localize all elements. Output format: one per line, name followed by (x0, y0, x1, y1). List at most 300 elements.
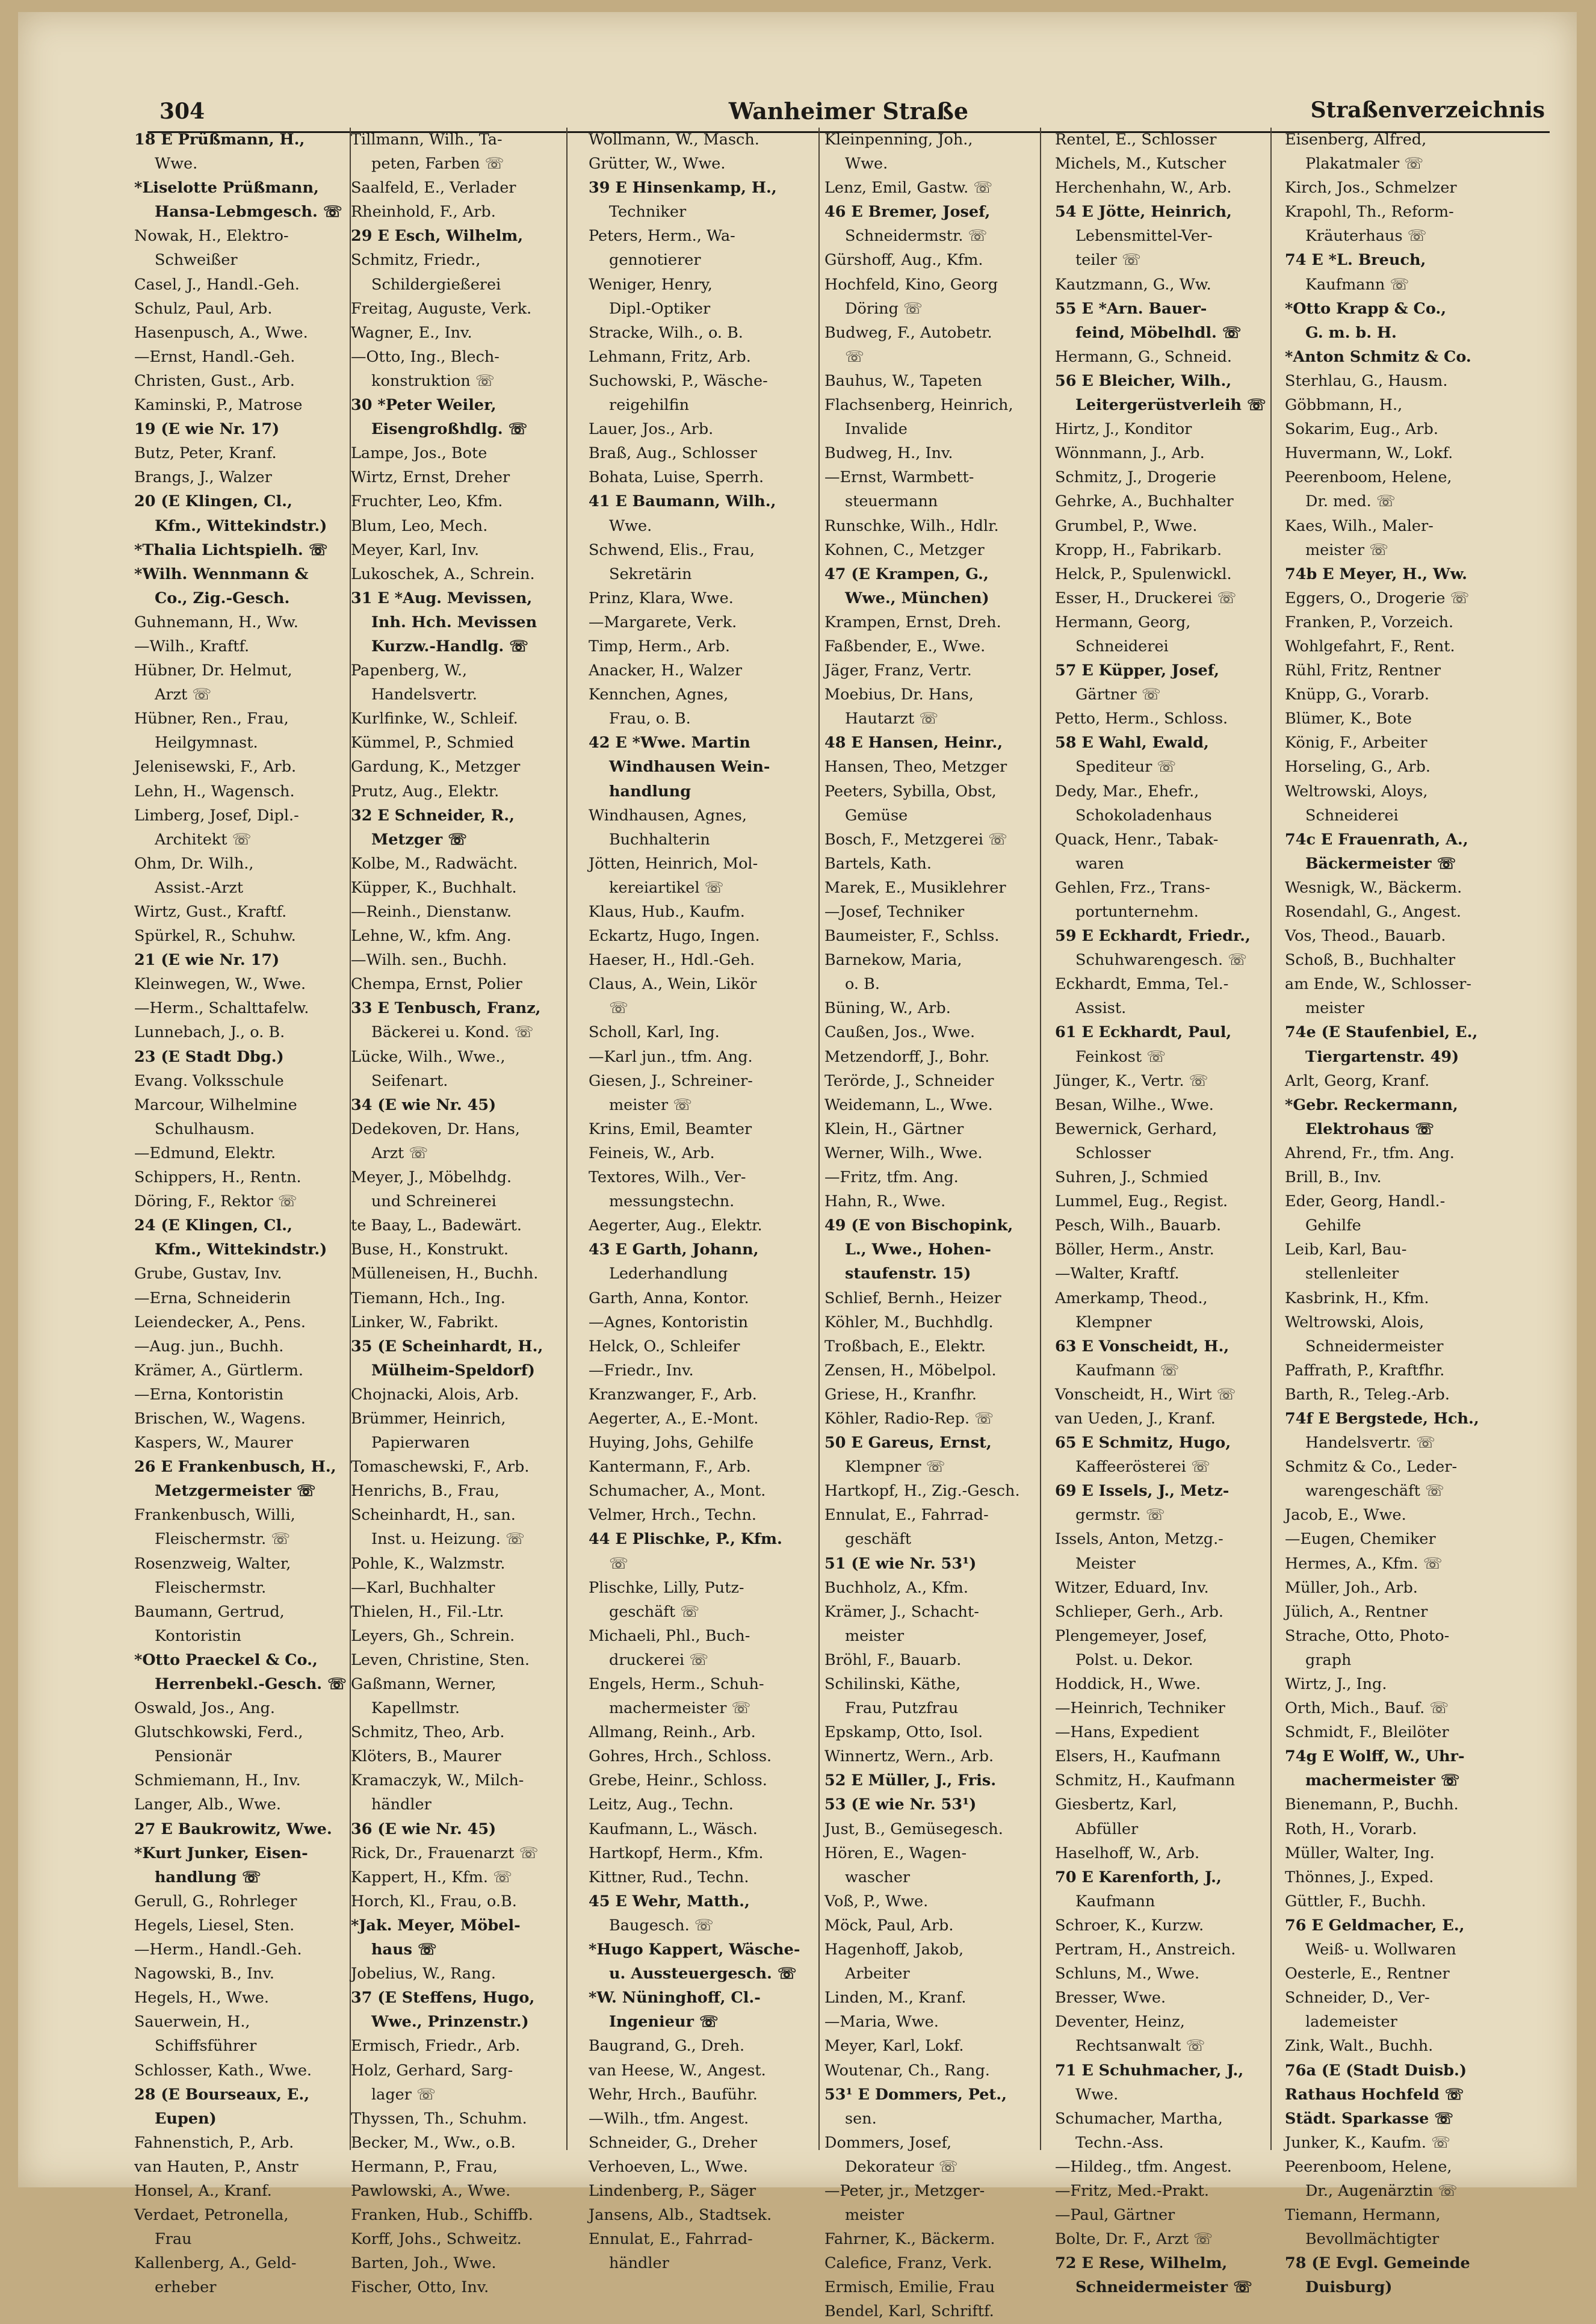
directory-entry-line: Scholl, Karl, Ing. (589, 1023, 720, 1042)
directory-entry-line: Marek, E., Musiklehrer (824, 878, 1006, 897)
directory-entry-line: Kontoristin (155, 1626, 241, 1645)
directory-entry-line: —Heinrich, Techniker (1055, 1699, 1225, 1718)
directory-entry-line: Kleinwegen, W., Wwe. (134, 975, 306, 994)
directory-entry-line: Schmitz, H., Kaufmann (1055, 1771, 1236, 1790)
directory-entry-line: Engels, Herm., Schuh- (589, 1675, 764, 1693)
directory-entry-line: 76 E Geldmacher, E., (1285, 1916, 1465, 1935)
directory-entry-line: geschäft (845, 1530, 912, 1549)
directory-entry-line: meister (845, 1626, 905, 1645)
directory-entry-line: van Hauten, P., Anstr (134, 2157, 298, 2176)
directory-entry-line: Grütter, W., Wwe. (589, 155, 726, 173)
directory-entry-line: meister ☏ (1305, 541, 1389, 559)
directory-entry-line: —Ernst, Handl.-Geh. (134, 347, 295, 366)
directory-entry-line: Handelsvertr. ☏ (1305, 1434, 1435, 1452)
directory-entry-line: am Ende, W., Schlosser- (1285, 975, 1471, 994)
directory-entry-line: Mülheim-Speldorf) (371, 1361, 535, 1380)
directory-entry-line: 42 E *Wwe. Martin (589, 734, 750, 752)
directory-entry-line: Kaes, Wilh., Maler- (1285, 516, 1434, 535)
directory-entry-line: Schiffsführer (155, 2037, 257, 2056)
directory-entry-line: *Hugo Kappert, Wäsche- (589, 1941, 800, 1959)
directory-entry-line: Peeters, Sybilla, Obst, (824, 782, 997, 801)
directory-entry-line: kereiartikel ☏ (609, 878, 724, 897)
directory-entry-line: Wwe. (845, 155, 888, 173)
directory-entry-line: Hahn, R., Wwe. (824, 1192, 946, 1211)
directory-entry-line: Jansens, Alb., Stadtsek. (589, 2206, 772, 2225)
directory-entry-line: Schoß, B., Buchhalter (1285, 951, 1456, 970)
directory-entry-line: Calefice, Franz, Verk. (824, 2254, 992, 2273)
directory-entry-line: Wwe., Prinzenstr.) (371, 2013, 529, 2031)
directory-entry-line: Klaus, Hub., Kaufm. (589, 903, 745, 921)
page-number: 304 (159, 99, 205, 124)
directory-entry-line: Kaspers, W., Maurer (134, 1434, 293, 1452)
column-6 (1280, 128, 1533, 2297)
directory-entry-line: Barth, R., Teleg.-Arb. (1285, 1385, 1450, 1404)
directory-entry-line: Wagner, E., Inv. (351, 323, 472, 342)
directory-entry-line: Horch, Kl., Frau, o.B. (351, 1892, 517, 1910)
directory-entry-line: Lederhandlung (609, 1265, 728, 1283)
directory-entry-line: —Otto, Ing., Blech- (351, 347, 500, 366)
directory-entry-line: Kaufmann ☏ (1075, 1361, 1180, 1380)
directory-entry-line: Fischer, Otto, Inv. (351, 2278, 489, 2297)
directory-entry-line: —Paul, Gärtner (1055, 2206, 1175, 2225)
directory-entry-line: Frau, Putzfrau (845, 1699, 959, 1718)
directory-entry-line: Wönnmann, J., Arb. (1055, 444, 1205, 463)
directory-entry-line: Polst. u. Dekor. (1075, 1650, 1193, 1669)
directory-entry-line: Bröhl, F., Bauarb. (824, 1650, 962, 1669)
directory-entry-line: Grebe, Heinr., Schloss. (589, 1771, 767, 1790)
directory-entry-line: teiler ☏ (1075, 251, 1141, 270)
directory-entry-line: Velmer, Hrch., Techn. (589, 1506, 756, 1525)
directory-entry-line: 45 E Wehr, Matth., (589, 1892, 750, 1910)
directory-entry-line: 72 E Rese, Wilhelm, (1055, 2254, 1228, 2273)
directory-entry-line: Kranzwanger, F., Arb. (589, 1385, 757, 1404)
directory-entry-line: Peters, Herm., Wa- (589, 227, 735, 246)
directory-entry-line: 24 (E Klingen, Cl., (134, 1216, 292, 1235)
directory-entry-line: Verdaet, Petronella, (134, 2206, 289, 2225)
directory-entry-line: —Karl jun., tfm. Ang. (589, 1047, 753, 1066)
directory-entry-line: Terörde, J., Schneider (824, 1071, 994, 1090)
directory-entry-line: Knüpp, G., Vorarb. (1285, 686, 1429, 704)
directory-entry-line: Schneider, G., Dreher (589, 2133, 758, 2152)
directory-entry-line: Roth, H., Vorarb. (1285, 1820, 1417, 1838)
directory-entry-line: Plengemeyer, Josef, (1055, 1626, 1207, 1645)
directory-entry-line: Fahrner, K., Bäckerm. (824, 2230, 995, 2249)
directory-entry-line: meister (1305, 999, 1365, 1018)
directory-entry-line: Rathaus Hochfeld ☏ (1285, 2085, 1464, 2104)
directory-entry-line: Kurlfinke, W., Schleif. (351, 710, 518, 728)
directory-entry-line: 70 E Karenforth, J., (1055, 1868, 1222, 1886)
directory-entry-line: Meyer, Karl, Lokf. (824, 2037, 964, 2056)
directory-entry-line: steuermann (845, 492, 938, 511)
directory-entry-line: 49 (E von Bischopink, (824, 1216, 1013, 1235)
directory-entry-line: Döring ☏ (845, 299, 923, 318)
directory-entry-line: Wwe. (609, 516, 652, 535)
directory-entry-line: —Karl, Buchhalter (351, 1578, 495, 1597)
directory-entry-line: Michaeli, Phl., Buch- (589, 1626, 750, 1645)
directory-entry-line: Kfm., Wittekindstr.) (155, 1241, 327, 1259)
directory-entry-line: Sokarim, Eug., Arb. (1285, 420, 1438, 439)
directory-entry-line: Haselhoff, W., Arb. (1055, 1844, 1200, 1862)
directory-entry-line: Büning, W., Arb. (824, 999, 951, 1018)
directory-entry-line: druckerei ☏ (609, 1650, 709, 1669)
directory-entry-line: Lücke, Wilh., Wwe., (351, 1047, 506, 1066)
directory-entry-line: Kümmel, P., Schmied (351, 734, 514, 752)
directory-entry-line: 44 E Plischke, P., Kfm. (589, 1530, 782, 1549)
column-1 (129, 128, 351, 2297)
directory-entry-line: Klempner ☏ (845, 1458, 945, 1477)
directory-entry-line: Franken, Hub., Schiffb. (351, 2206, 533, 2225)
directory-entry-line: 56 E Bleicher, Wilh., (1055, 371, 1232, 390)
directory-entry-line: Petto, Herm., Schloss. (1055, 710, 1228, 728)
directory-entry-line: Buse, H., Konstrukt. (351, 1241, 509, 1259)
directory-entry-line: 30 *Peter Weiler, (351, 396, 496, 415)
directory-entry-line: händler (609, 2254, 669, 2273)
directory-entry-line: Kasbrink, H., Kfm. (1285, 1289, 1429, 1307)
directory-entry-line: 29 E Esch, Wilhelm, (351, 227, 524, 246)
directory-entry-line: händler (371, 1796, 431, 1814)
directory-entry-line: ☏ (845, 347, 864, 366)
directory-entry-line: Kantermann, F., Arb. (589, 1458, 751, 1477)
directory-entry-line: Gehilfe (1305, 1216, 1361, 1235)
directory-entry-line: Bienemann, P., Buchh. (1285, 1796, 1459, 1814)
directory-entry-line: *Otto Praeckel & Co., (134, 1650, 318, 1669)
directory-entry-line: 20 (E Klingen, Cl., (134, 492, 292, 511)
directory-entry-line: Linker, W., Fabrikt. (351, 1313, 499, 1331)
directory-entry-line: 47 (E Krampen, G., (824, 565, 989, 583)
directory-entry-line: Becker, M., Ww., o.B. (351, 2133, 516, 2152)
directory-entry-line: Hermann, P., Frau, (351, 2157, 498, 2176)
directory-entry-line: Quack, Henr., Tabak- (1055, 830, 1219, 849)
directory-entry-line: Saalfeld, E., Verlader (351, 179, 516, 197)
directory-entry-line: Troßbach, E., Elektr. (824, 1337, 986, 1356)
directory-entry-line: Allmang, Reinh., Arb. (589, 1723, 756, 1742)
directory-entry-line: Rosendahl, G., Angest. (1285, 903, 1461, 921)
directory-entry-line: 74b E Meyer, H., Ww. (1285, 565, 1467, 583)
directory-entry-line: Bevollmächtigter (1305, 2230, 1440, 2249)
directory-entry-line: Hermann, G., Schneid. (1055, 347, 1233, 366)
directory-entry-line: erheber (155, 2278, 217, 2297)
directory-entry-line: 23 (E Stadt Dbg.) (134, 1047, 284, 1066)
directory-entry-line: Voß, P., Wwe. (824, 1892, 929, 1910)
directory-entry-line: Köhler, Radio-Rep. ☏ (824, 1409, 994, 1428)
directory-entry-line: Meister (1075, 1554, 1136, 1573)
directory-entry-line: Strache, Otto, Photo- (1285, 1626, 1450, 1645)
directory-entry-line: Eisenberg, Alfred, (1285, 131, 1427, 149)
directory-entry-line: Issels, Anton, Metzg.- (1055, 1530, 1223, 1549)
directory-entry-line: Prinz, Klara, Wwe. (589, 589, 734, 607)
directory-entry-line: Scheinhardt, H., san. (351, 1506, 516, 1525)
directory-entry-line: Korff, Johs., Schweitz. (351, 2230, 522, 2249)
directory-entry-line: Helck, P., Spulenwickl. (1055, 565, 1232, 583)
directory-entry-line: Handelsvertr. (371, 686, 477, 704)
directory-entry-line: Evang. Volksschule (134, 1071, 284, 1090)
directory-entry-line: Nowak, H., Elektro- (134, 227, 289, 246)
directory-entry-line: Hartkopf, Herm., Kfm. (589, 1844, 764, 1862)
directory-entry-line: Wirtz, Ernst, Dreher (351, 468, 510, 487)
directory-entry-line: Windhausen, Agnes, (589, 806, 747, 825)
directory-entry-line: Thyssen, Th., Schuhm. (351, 2109, 527, 2128)
directory-entry-line: Langer, Alb., Wwe. (134, 1796, 282, 1814)
directory-entry-line: 26 E Frankenbusch, H., (134, 1458, 336, 1477)
directory-entry-line: Weltrowski, Alois, (1285, 1313, 1424, 1331)
directory-entry-line: —Reinh., Dienstanw. (351, 903, 512, 921)
directory-entry-line: Oesterle, E., Rentner (1285, 1965, 1450, 1983)
directory-entry-line: Rühl, Fritz, Rentner (1285, 662, 1441, 680)
directory-entry-line: Ingenieur ☏ (609, 2013, 719, 2031)
directory-entry-line: Lauer, Jos., Arb. (589, 420, 714, 439)
directory-entry-line: Marcour, Wilhelmine (134, 1095, 297, 1114)
directory-entry-line: Dommers, Josef, (824, 2133, 952, 2152)
directory-entry-line: Schneiderei (1075, 637, 1169, 655)
directory-entry-line: Brangs, J., Walzer (134, 468, 272, 487)
column-5 (1050, 128, 1272, 2297)
directory-entry-line: Chojnacki, Alois, Arb. (351, 1385, 519, 1404)
column-3 (584, 128, 820, 2273)
directory-entry-line: Elsers, H., Kaufmann (1055, 1747, 1221, 1766)
directory-entry-line: Papierwaren (371, 1434, 470, 1452)
directory-entry-line: graph (1305, 1650, 1352, 1669)
directory-entry-line: Besan, Wilhe., Wwe. (1055, 1095, 1214, 1114)
directory-entry-line: Heilgymnast. (155, 734, 258, 752)
directory-entry-line: Eder, Georg, Handl.- (1285, 1192, 1446, 1211)
directory-entry-line: Esser, H., Druckerei ☏ (1055, 589, 1237, 607)
directory-entry-line: Hansa-Lebmgesch. ☏ (155, 203, 342, 222)
directory-entry-line: Inst. u. Heizung. ☏ (371, 1530, 525, 1549)
directory-entry-line: *Wilh. Wennmann & (134, 565, 309, 583)
directory-entry-line: Vonscheidt, H., Wirt ☏ (1055, 1385, 1236, 1404)
directory-entry-line: Krämer, A., Gürtlerm. (134, 1361, 303, 1380)
directory-entry-line: Hagenhoff, Jakob, (824, 1941, 964, 1959)
directory-entry-line: Sekretärin (609, 565, 692, 583)
directory-entry-line: Jobelius, W., Rang. (351, 1965, 496, 1983)
directory-entry-line: machermeister ☏ (1305, 1771, 1460, 1790)
directory-entry-line: Gardung, K., Metzger (351, 758, 521, 776)
directory-entry-line: messungstechn. (609, 1192, 735, 1211)
directory-entry-line: —Peter, jr., Metzger- (824, 2181, 985, 2200)
directory-entry-line: Arzt ☏ (155, 686, 212, 704)
directory-entry-line: Spürkel, R., Schuhw. (134, 927, 296, 946)
directory-entry-line: 61 E Eckhardt, Paul, (1055, 1023, 1232, 1042)
directory-entry-line: Jötten, Heinrich, Mol- (589, 854, 758, 873)
directory-entry-line: Kräuterhaus ☏ (1305, 227, 1427, 246)
directory-entry-line: Lunnebach, J., o. B. (134, 1023, 285, 1042)
directory-entry-line: staufenstr. 15) (845, 1265, 971, 1283)
directory-entry-line: Rentel, E., Schlosser (1055, 131, 1217, 149)
directory-entry-line: Lehn, H., Wagensch. (134, 782, 295, 801)
directory-entry-line: Flachsenberg, Heinrich, (824, 396, 1013, 415)
directory-entry-line: Jelenisewski, F., Arb. (134, 758, 297, 776)
directory-entry-line: Lukoschek, A., Schrein. (351, 565, 535, 583)
directory-entry-line: 53 (E wie Nr. 53¹) (824, 1796, 977, 1814)
directory-entry-line: Schmidt, F., Bleilöter (1285, 1723, 1449, 1742)
directory-entry-line: 59 E Eckhardt, Friedr., (1055, 927, 1251, 946)
directory-entry-line: *Thalia Lichtspielh. ☏ (134, 541, 328, 559)
directory-entry-line: Invalide (845, 420, 908, 439)
directory-entry-line: Schlosser, Kath., Wwe. (134, 2061, 312, 2080)
directory-entry-line: Blum, Leo, Mech. (351, 516, 488, 535)
directory-entry-line: 63 E Vonscheidt, H., (1055, 1337, 1229, 1356)
directory-entry-line: Lindenberg, P., Säger (589, 2181, 756, 2200)
directory-entry-line: Weidemann, L., Wwe. (824, 1095, 993, 1114)
directory-entry-line: Grumbel, P., Wwe. (1055, 516, 1198, 535)
directory-entry-line: Ohm, Dr. Wilh., (134, 854, 254, 873)
directory-entry-line: Schmitz, Friedr., (351, 251, 481, 270)
directory-entry-line: 36 (E wie Nr. 45) (351, 1820, 496, 1838)
directory-entry-line: Honsel, A., Kranf. (134, 2181, 272, 2200)
directory-entry-line: Eckartz, Hugo, Ingen. (589, 927, 760, 946)
directory-entry-line: König, F., Arbeiter (1285, 734, 1427, 752)
directory-entry-line: 34 (E wie Nr. 45) (351, 1095, 496, 1114)
directory-entry-line: Kittner, Rud., Techn. (589, 1868, 749, 1886)
directory-entry-line: Huying, Johs, Gehilfe (589, 1434, 754, 1452)
directory-entry-line: Krämer, J., Schacht- (824, 1602, 979, 1621)
directory-entry-line: Tomaschewski, F., Arb. (351, 1458, 530, 1477)
directory-entry-line: Lehmann, Fritz, Arb. (589, 347, 751, 366)
directory-entry-line: Suhren, J., Schmied (1055, 1168, 1208, 1187)
directory-entry-line: Hübner, Ren., Frau, (134, 710, 289, 728)
directory-entry-line: Junker, K., Kaufm. ☏ (1285, 2133, 1450, 2152)
directory-entry-line: Kennchen, Agnes, (589, 686, 729, 704)
directory-entry-line: —Erna, Kontoristin (134, 1385, 284, 1404)
directory-entry-line: Suchowski, P., Wäsche- (589, 371, 768, 390)
column-4 (820, 128, 1041, 2321)
directory-entry-line: Leiendecker, A., Pens. (134, 1313, 306, 1331)
directory-entry-line: Caußen, Jos., Wwe. (824, 1023, 976, 1042)
directory-entry-line: Aegerter, A., E.-Mont. (589, 1409, 759, 1428)
directory-entry-line: Hermes, A., Kfm. ☏ (1285, 1554, 1443, 1573)
directory-entry-line: 37 (E Steffens, Hugo, (351, 1989, 535, 2007)
directory-entry-line: Köhler, M., Buchhdlg. (824, 1313, 994, 1331)
directory-entry-line: Rosenzweig, Walter, (134, 1554, 291, 1573)
directory-entry-line: Bresser, Wwe. (1055, 1989, 1166, 2007)
directory-entry-line: Weltrowski, Aloys, (1285, 782, 1428, 801)
directory-entry-line: Plischke, Lilly, Putz- (589, 1578, 744, 1597)
directory-entry-line: Ennulat, E., Fahrrad- (589, 2230, 753, 2249)
directory-entry-line: Hautarzt ☏ (845, 710, 939, 728)
directory-entry-line: Dedy, Mar., Ehefr., (1055, 782, 1199, 801)
directory-entry-line: Thönnes, J., Exped. (1285, 1868, 1434, 1886)
directory-entry-line: —Erna, Schneiderin (134, 1289, 291, 1307)
directory-entry-line: Bartels, Kath. (824, 854, 932, 873)
directory-entry-line: 46 E Bremer, Josef, (824, 203, 991, 222)
directory-entry-line: Winnertz, Wern., Arb. (824, 1747, 994, 1766)
directory-entry-line: Metzger ☏ (371, 830, 467, 849)
directory-entry-line: Böller, Herm., Anstr. (1055, 1241, 1214, 1259)
directory-entry-line: 76a (E (Stadt Duisb.) (1285, 2061, 1467, 2080)
directory-entry-line: Lebensmittel-Ver- (1075, 227, 1213, 246)
directory-entry-line: Jülich, A., Rentner (1285, 1602, 1428, 1621)
directory-entry-line: Schlief, Bernh., Heizer (824, 1289, 1001, 1307)
directory-entry-line: Peerenboom, Helene, (1285, 468, 1452, 487)
directory-entry-line: Zensen, H., Möbelpol. (824, 1361, 997, 1380)
directory-entry-line: Arbeiter (845, 1965, 910, 1983)
directory-entry-line: Frankenbusch, Willi, (134, 1506, 295, 1525)
directory-entry-line: Kleinpenning, Joh., (824, 131, 973, 149)
directory-entry-line: Hübner, Dr. Helmut, (134, 662, 292, 680)
directory-entry-line: 74c E Frauenrath, A., (1285, 830, 1468, 849)
directory-entry-line: —Hildeg., tfm. Angest. (1055, 2157, 1232, 2176)
directory-entry-line: Gürshoff, Aug., Kfm. (824, 251, 983, 270)
directory-entry-line: Rechtsanwalt ☏ (1075, 2037, 1205, 2056)
section-title: Straßenverzeichnis (1310, 98, 1545, 123)
directory-entry-line: konstruktion ☏ (371, 371, 495, 390)
directory-entry-line: Assist.-Arzt (155, 878, 244, 897)
directory-entry-line: —Friedr., Inv. (589, 1361, 694, 1380)
directory-entry-line: *Gebr. Reckermann, (1285, 1095, 1458, 1114)
directory-entry-line: Budweg, F., Autobetr. (824, 323, 992, 342)
directory-entry-line: Leitergerüstverleih ☏ (1075, 396, 1266, 415)
directory-entry-line: Schlieper, Gerh., Arb. (1055, 1602, 1224, 1621)
directory-entry-line: Jacob, E., Wwe. (1285, 1506, 1406, 1525)
directory-entry-line: 74e (E Staufenbiel, E., (1285, 1023, 1478, 1042)
directory-entry-line: Limberg, Josef, Dipl.- (134, 806, 299, 825)
directory-entry-line: Kramaczyk, W., Milch- (351, 1771, 524, 1790)
directory-entry-line: Duisburg) (1305, 2278, 1393, 2297)
directory-entry-line: Leib, Karl, Bau- (1285, 1241, 1407, 1259)
directory-entry-line: Griese, H., Kranfhr. (824, 1385, 977, 1404)
directory-entry-line: Schmiemann, H., Inv. (134, 1771, 301, 1790)
directory-entry-line: Bendel, Karl, Schriftf. (824, 2302, 994, 2321)
directory-entry-line: Witzer, Eduard, Inv. (1055, 1578, 1209, 1597)
directory-entry-line: Baugrand, G., Dreh. (589, 2037, 745, 2056)
directory-entry-line: Krins, Emil, Beamter (589, 1120, 752, 1138)
directory-entry-line: Meyer, Karl, Inv. (351, 541, 480, 559)
directory-entry-line: Chempa, Ernst, Polier (351, 975, 522, 994)
directory-entry-line: Tillmann, Wilh., Ta- (351, 131, 503, 149)
directory-entry-line: Vos, Theod., Bauarb. (1285, 927, 1446, 946)
directory-entry-line: Pensionär (155, 1747, 232, 1766)
directory-entry-line: 39 E Hinsenkamp, H., (589, 179, 777, 197)
directory-entry-line: *Jak. Meyer, Möbel- (351, 1916, 521, 1935)
directory-entry-line: —Herm., Schalttafelw. (134, 999, 309, 1018)
directory-entry-line: Wollmann, W., Masch. (589, 131, 759, 149)
directory-entry-line: Lehne, W., kfm. Ang. (351, 927, 512, 946)
directory-entry-line: 51 (E wie Nr. 53¹) (824, 1554, 977, 1573)
directory-entry-line: Schulz, Paul, Arb. (134, 299, 273, 318)
directory-entry-line: meister (845, 2206, 905, 2225)
directory-entry-line: Hochfeld, Kino, Georg (824, 275, 998, 294)
directory-entry-line: Arzt ☏ (371, 1144, 428, 1162)
directory-entry-line: Hegels, H., Wwe. (134, 1989, 269, 2007)
directory-entry-line: —Ernst, Warmbett- (824, 468, 974, 487)
directory-entry-line: Schmitz & Co., Leder- (1285, 1458, 1458, 1477)
directory-entry-line: Giesen, J., Schreiner- (589, 1071, 753, 1090)
directory-entry-line: Ermisch, Emilie, Frau (824, 2278, 995, 2297)
directory-entry-line: —Eugen, Chemiker (1285, 1530, 1436, 1549)
directory-entry-line: u. Aussteuergesch. ☏ (609, 1965, 797, 1983)
directory-entry-line: Eckhardt, Emma, Tel.- (1055, 975, 1229, 994)
directory-entry-line: 65 E Schmitz, Hugo, (1055, 1434, 1231, 1452)
directory-entry-line: Göbbmann, H., (1285, 396, 1403, 415)
directory-entry-line: Krampen, Ernst, Dreh. (824, 613, 1001, 631)
street-title: Wanheimer Straße (728, 98, 969, 125)
directory-entry-line: Wwe. (155, 155, 198, 173)
directory-entry-line: Baumann, Gertrud, (134, 1602, 285, 1621)
directory-entry-line: Feineis, W., Arb. (589, 1144, 715, 1162)
directory-entry-line: Klein, H., Gärtner (824, 1120, 964, 1138)
directory-entry-line: 41 E Baumann, Wilh., (589, 492, 776, 511)
directory-entry-line: —Wilh., Kraftf. (134, 637, 250, 655)
directory-entry-line: Amerkamp, Theod., (1055, 1289, 1208, 1307)
directory-entry-line: Eisengroßhdlg. ☏ (371, 420, 528, 439)
directory-entry-line: Leyers, Gh., Schrein. (351, 1626, 515, 1645)
directory-entry-line: 52 E Müller, J., Fris. (824, 1771, 997, 1790)
directory-entry-line: Schumacher, Martha, (1055, 2109, 1223, 2128)
directory-entry-line: Kolbe, M., Radwächt. (351, 854, 518, 873)
directory-entry-line: 74g E Wolff, W., Uhr- (1285, 1747, 1465, 1766)
directory-entry-line: 31 E *Aug. Mevissen, (351, 589, 533, 607)
directory-entry-line: *Kurt Junker, Eisen- (134, 1844, 308, 1862)
